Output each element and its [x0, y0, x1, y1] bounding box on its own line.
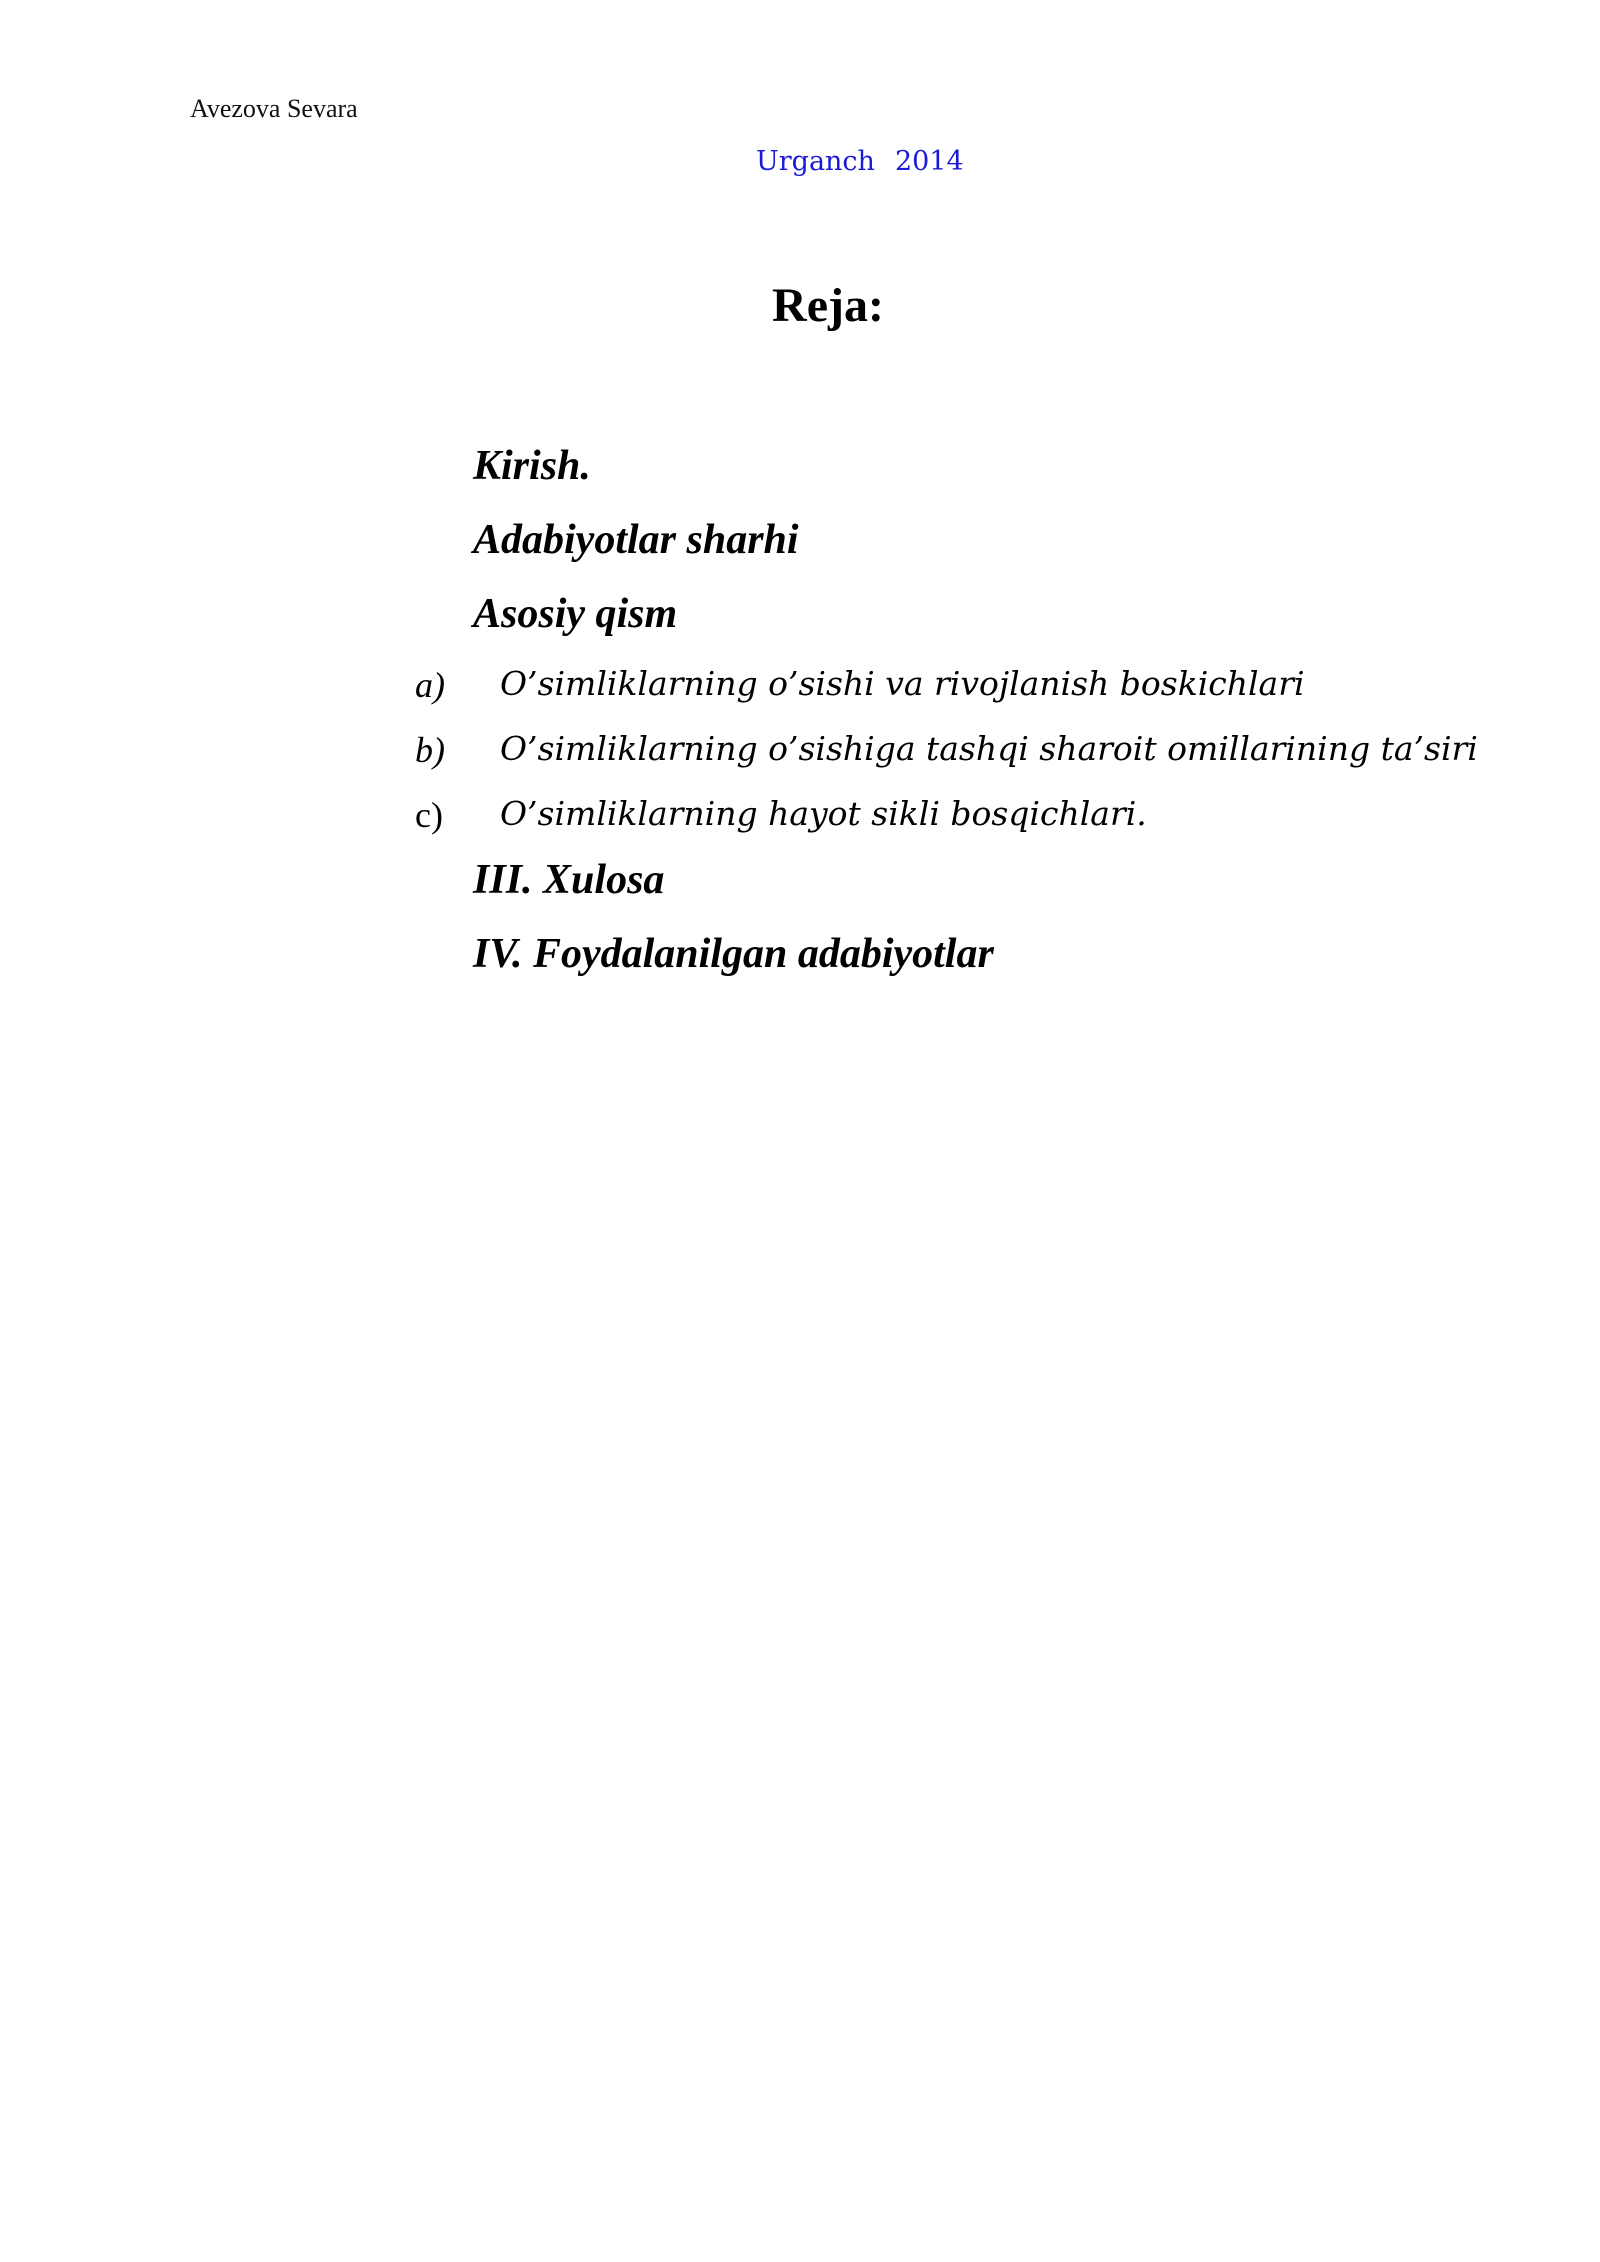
subitem-label: O’simliklarning o’sishiga tashqi sharoit omillarining ta’siri — [500, 729, 1478, 768]
plan-title: Reja: — [772, 279, 884, 332]
outline-label: Asosiy qism — [473, 591, 678, 637]
subitem-label: O’simliklarning o’sishi va rivojlanish boskichlari — [500, 664, 1305, 703]
outline-label: Adabiyotlar sharhi — [473, 517, 799, 563]
subitem-letter: a) — [415, 665, 445, 705]
city-name: Urganch — [756, 146, 875, 177]
outline-label: III. Xulosa — [473, 857, 665, 903]
subitem-letter: c) — [415, 795, 443, 835]
outline-label: Kirish. — [473, 443, 591, 489]
place-and-year — [756, 146, 964, 177]
subitem-letter: b) — [415, 730, 445, 770]
author-name: Avezova Sevara — [190, 94, 358, 123]
outline-label: IV. Foydalanilgan adabiyotlar — [473, 931, 994, 977]
subitem-label: O’simliklarning hayot sikli bosqichlari. — [500, 794, 1147, 833]
year: 2014 — [894, 146, 964, 177]
